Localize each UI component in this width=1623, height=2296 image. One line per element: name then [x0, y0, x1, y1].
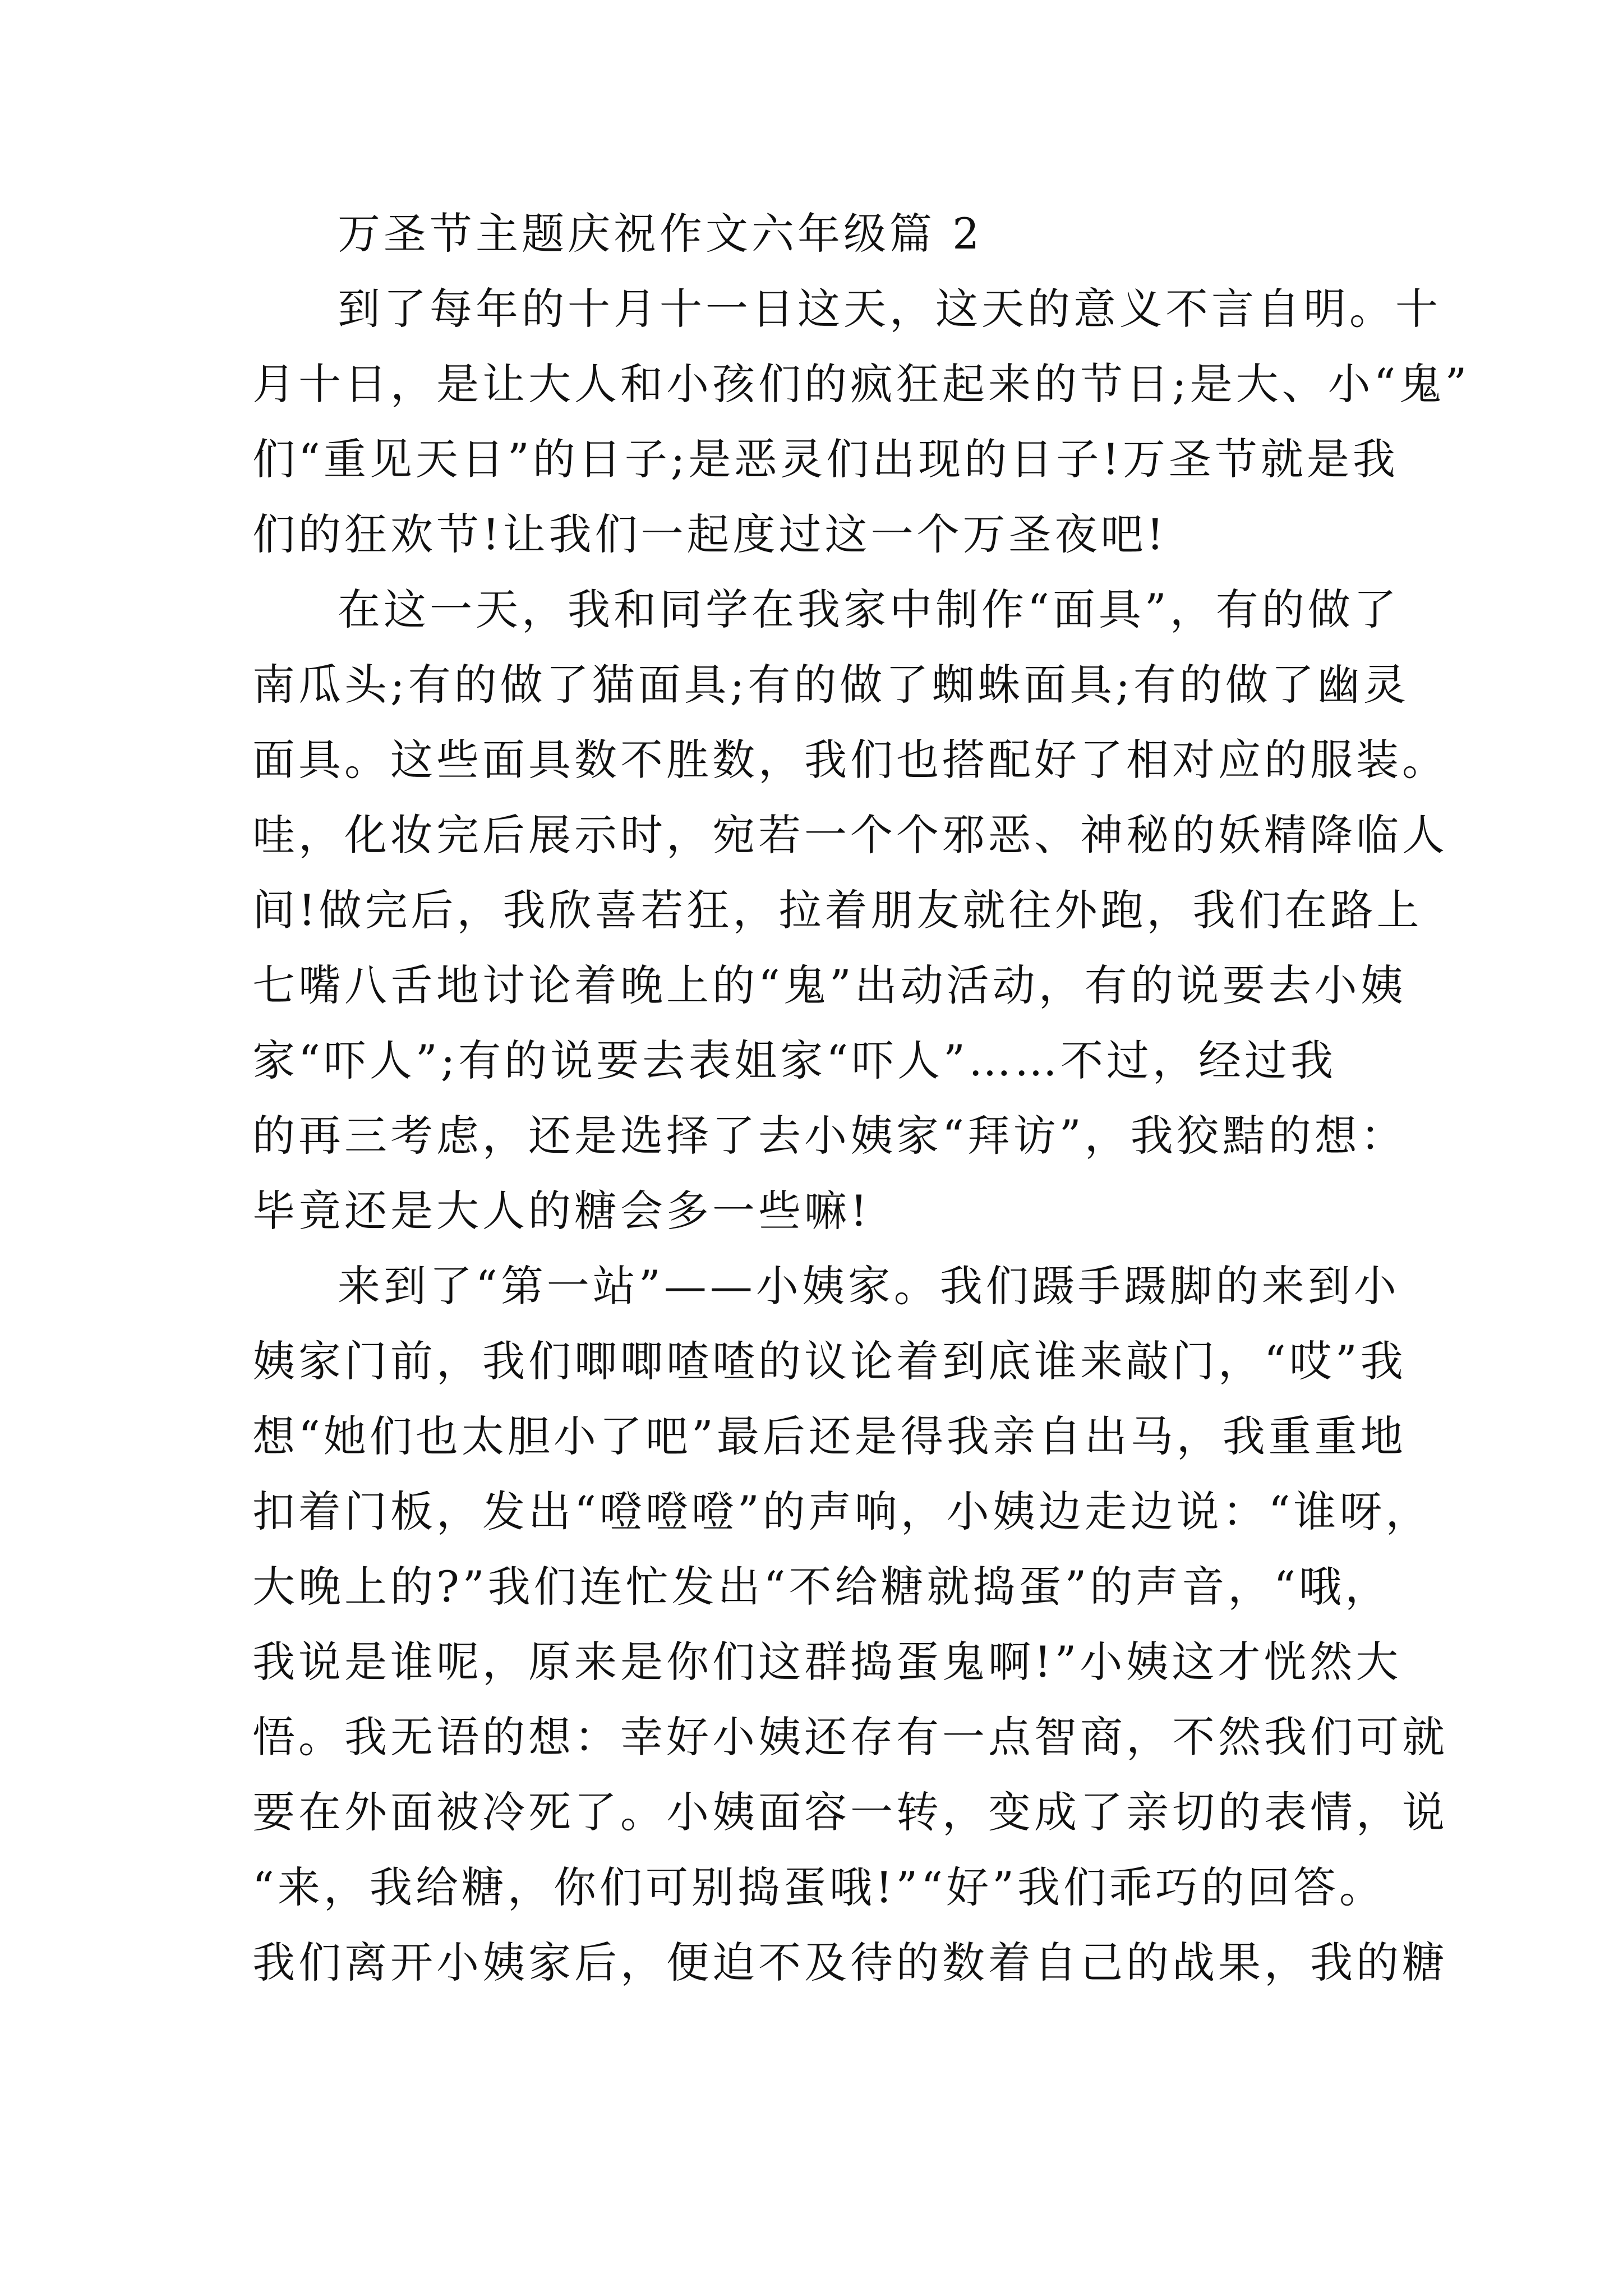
paragraph-line: 悟。我无语的想：幸好小姨还存有一点智商，不然我们可就 — [252, 1712, 1448, 1762]
paragraph-line: 扣着门板，发出“噔噔噔”的声响，小姨边走边说：“谁呀， — [252, 1487, 1432, 1536]
paragraph-1 — [252, 272, 1470, 572]
paragraph-2 — [252, 572, 1448, 1249]
paragraph-line: 大晚上的?”我们连忙发出“不给糖就捣蛋”的声音，“哦， — [252, 1562, 1391, 1612]
paragraph-line: 我们离开小姨家后，便迫不及待的数着自己的战果，我的糖 — [252, 1938, 1448, 1987]
paragraph-line: 我说是谁呢，原来是你们这群捣蛋鬼啊!”小姨这才恍然大 — [252, 1637, 1402, 1687]
paragraph-line: 们的狂欢节!让我们一起度过这一个万圣夜吧! — [252, 509, 1168, 559]
paragraph-line: 哇，化妆完后展示时，宛若一个个邪恶、神秘的妖精降临人 — [252, 810, 1448, 860]
paragraph-line: 要在外面被冷死了。小姨面容一转，变成了亲切的表情，说 — [252, 1787, 1448, 1837]
paragraph-line: 到了每年的十月十一日这天，这天的意义不言自明。十 — [338, 284, 1441, 334]
paragraph-line: 间!做完后，我欣喜若狂，拉着朋友就往外跑，我们在路上 — [252, 885, 1423, 935]
essay-body — [252, 196, 1470, 2000]
paragraph-line: 南瓜头;有的做了猫面具;有的做了蜘蛛面具;有的做了幽灵 — [252, 660, 1409, 710]
paragraph-line: 七嘴八舌地讨论着晚上的“鬼”出动活动，有的说要去小姨 — [252, 960, 1407, 1010]
paragraph-line: 家“吓人”;有的说要去表姐家“吓人”……不过，经过我 — [252, 1036, 1337, 1085]
paragraph-line: 想“她们也太胆小了吧”最后还是得我亲自出马，我重重地 — [252, 1411, 1407, 1461]
paragraph-line: 来到了“第一站”——小姨家。我们蹑手蹑脚的来到小 — [338, 1261, 1400, 1311]
paragraph-line: 毕竟还是大人的糖会多一些嘛! — [252, 1186, 871, 1236]
paragraph-line: 月十日，是让大人和小孩们的疯狂起来的节日;是大、小“鬼” — [252, 359, 1470, 409]
paragraph-line: 在这一天，我和同学在我家中制作“面具”，有的做了 — [338, 585, 1400, 634]
essay-title: 万圣节主题庆祝作文六年级篇 2 — [338, 209, 983, 259]
paragraph-line: 面具。这些面具数不胜数，我们也搭配好了相对应的服装。 — [252, 735, 1448, 785]
paragraph-line: 们“重见天日”的日子;是恶灵们出现的日子!万圣节就是我 — [252, 434, 1399, 484]
paragraph-line: “来，我给糖，你们可别捣蛋哦!”“好”我们乖巧的回答。 — [252, 1862, 1385, 1912]
paragraph-line: 姨家门前，我们唧唧喳喳的议论着到底谁来敲门，“哎”我 — [252, 1336, 1407, 1386]
paragraph-line: 的再三考虑，还是选择了去小姨家“拜访”，我狡黠的想： — [252, 1111, 1407, 1161]
paragraph-3 — [252, 1249, 1448, 2000]
